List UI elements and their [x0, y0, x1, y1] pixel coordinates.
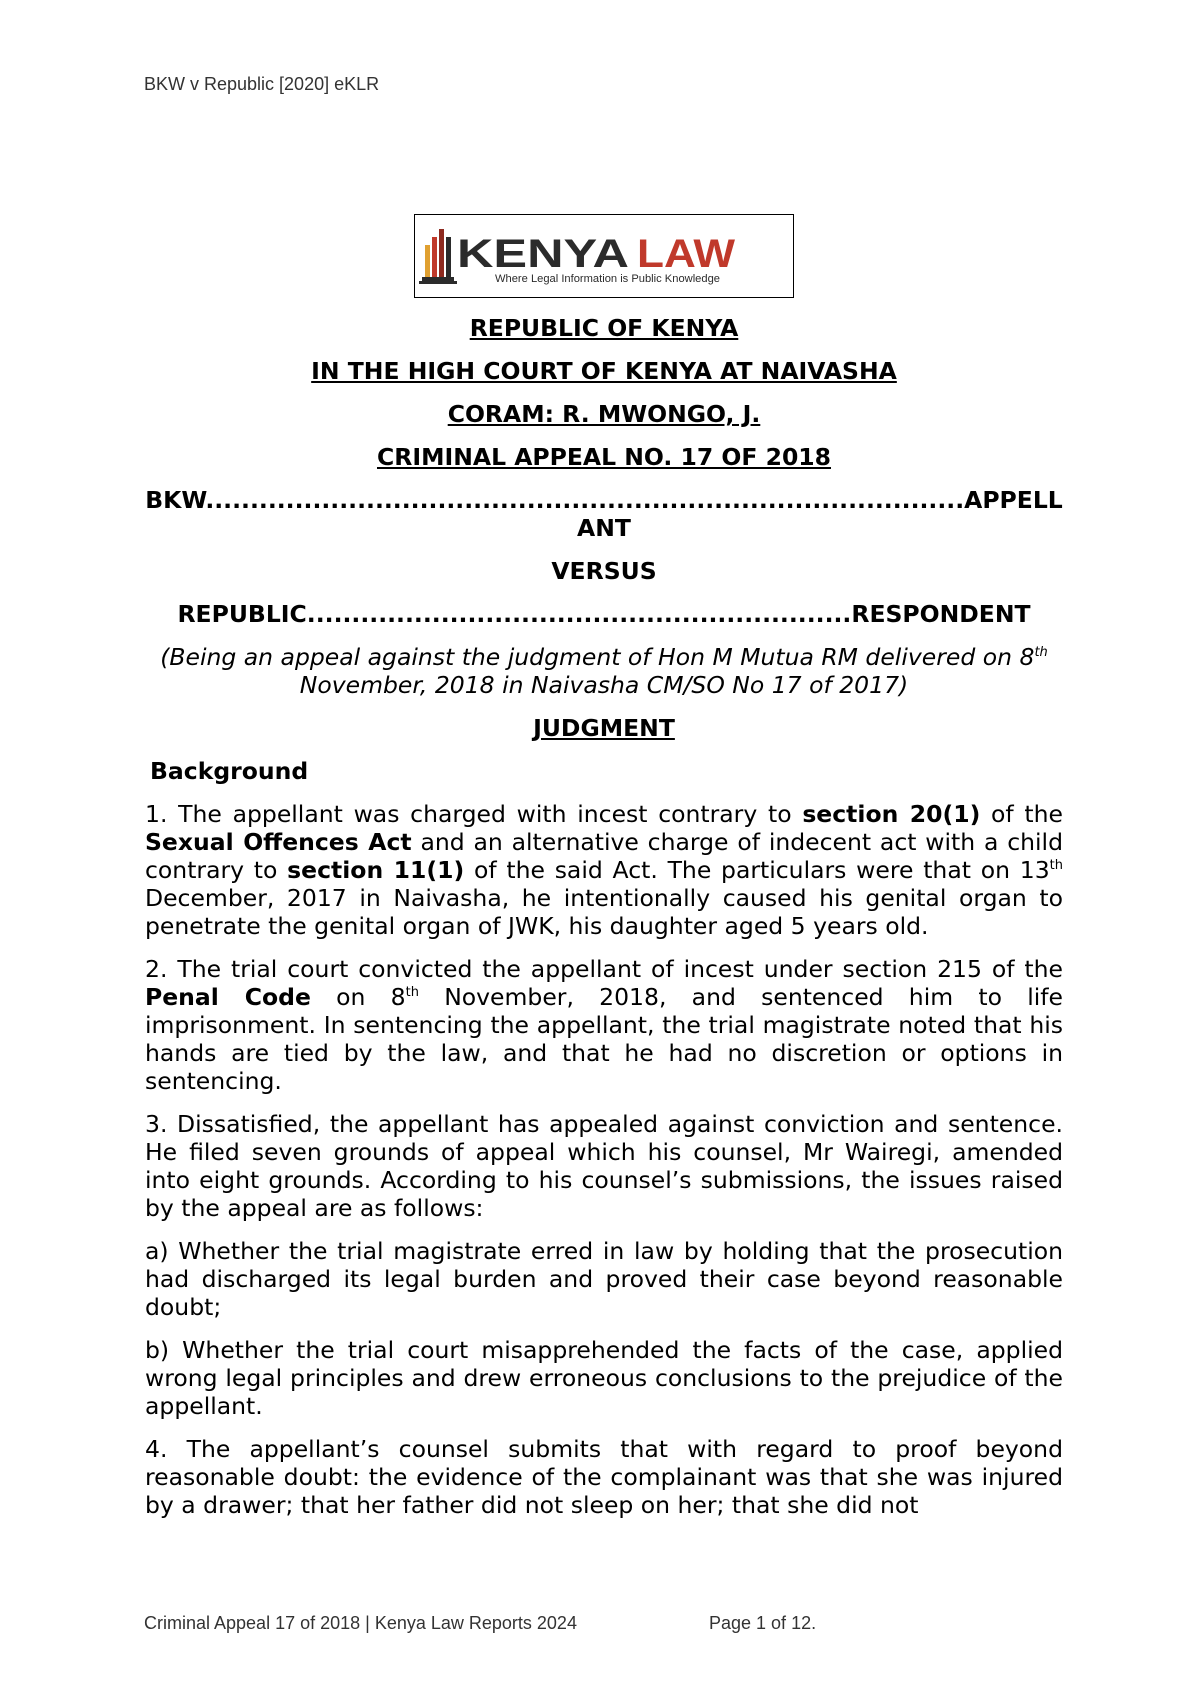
pillar-icon — [419, 229, 457, 284]
case-number-heading: CRIMINAL APPEAL NO. 17 OF 2018 — [377, 443, 831, 471]
document-body — [145, 314, 1063, 1534]
court-heading: IN THE HIGH COURT OF KENYA AT NAIVASHA — [311, 357, 897, 385]
judgment-heading: JUDGMENT — [533, 714, 675, 742]
running-header: BKW v Republic [2020] eKLR — [144, 74, 380, 94]
kenya-law-logo — [414, 214, 794, 298]
paragraph-4: 4. The appellant’s counsel submits that with regard to proof beyond reasonable doubt: the evidence of the complainant was that she was injured by a drawer; that her father did not sleep on her; that she did not — [145, 1435, 1063, 1519]
footer-citation: Criminal Appeal 17 of 2018 | Kenya Law Reports 2024 — [144, 1613, 577, 1633]
appeal-note: (Being an appeal against the judgment of Hon M Mutua RM delivered on 8th November, 2018 in Naivasha CM/SO No 17 of 2017) — [160, 643, 1048, 699]
paragraph-2: 2. The trial court convicted the appellant of incest under section 215 of the Penal Code on 8th November, 2018, and sentenced him to life imprisonment. In sentencing the appellant, the trial magistrate noted that his hands are tied by the law, and that he had no discretion or options in sentencing. — [145, 955, 1063, 1095]
republic-heading: REPUBLIC OF KENYA — [469, 314, 739, 342]
footer-page-number: Page 1 of 12. — [709, 1613, 817, 1633]
paragraph-3a: a) Whether the trial magistrate erred in law by holding that the prosecution had discharged its legal burden and proved their case beyond reasonable doubt; — [145, 1237, 1063, 1321]
versus-label: VERSUS — [551, 557, 657, 585]
paragraph-3b: b) Whether the trial court misapprehended the facts of the case, applied wrong legal principles and drew erroneous conclusions to the prejudice of the appellant. — [145, 1336, 1063, 1420]
appellant-line: BKW.....................................................................................APPELLANT — [145, 486, 1063, 542]
logo-name-law: LAW — [637, 232, 736, 276]
paragraph-1: 1. The appellant was charged with incest contrary to section 20(1) of the Sexual Offences Act and an alternative charge of indecent act with a child contrary to section 11(1) of the said Act. The particulars were that on 13th December, 2017 in Naivasha, he intentionally caused his genital organ to penetrate the genital organ of JWK, his daughter aged 5 years old. — [145, 800, 1063, 940]
respondent-line: REPUBLIC.............................................................RESPONDENT — [177, 600, 1031, 628]
coram-heading: CORAM: R. MWONGO, J. — [447, 400, 761, 428]
background-heading: Background — [150, 757, 309, 785]
paragraph-3: 3. Dissatisfied, the appellant has appealed against conviction and sentence. He filed seven grounds of appeal which his counsel, Mr Wairegi, amended into eight grounds. According to his counsel’s submissions, the issues raised by the appeal are as follows: — [145, 1110, 1063, 1222]
logo-name-kenya: KENYA — [457, 232, 629, 276]
running-footer — [144, 1613, 844, 1634]
logo-tagline: Where Legal Information is Public Knowledge — [495, 273, 720, 285]
